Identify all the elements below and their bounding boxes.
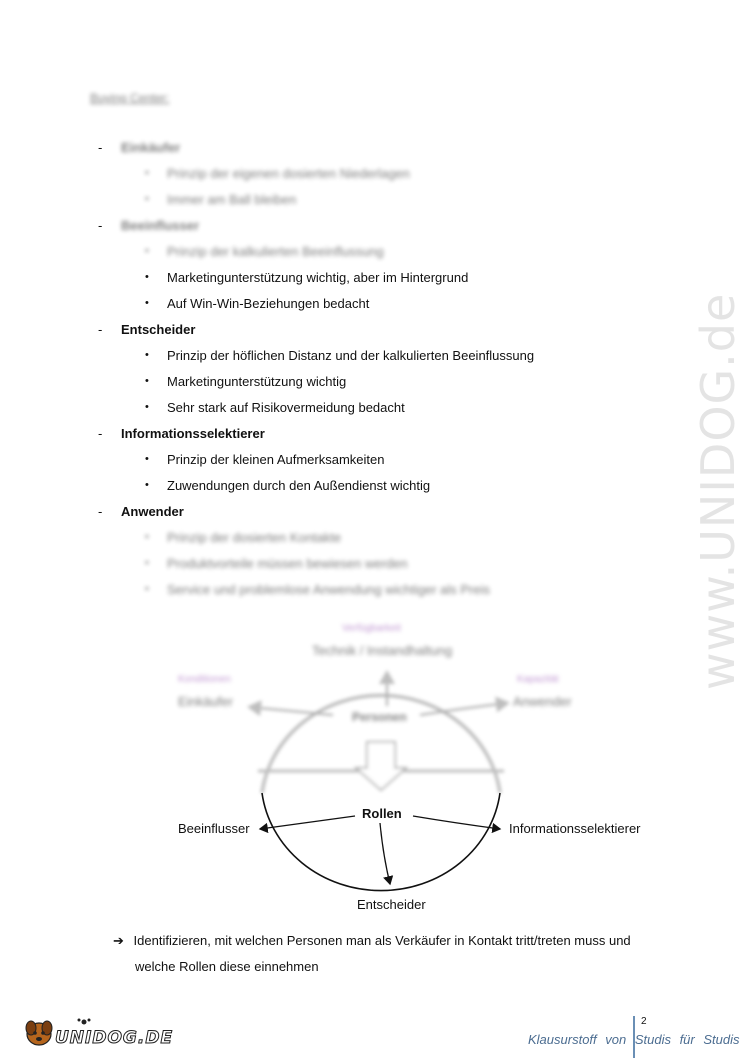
list-item-text: Sehr stark auf Risikovermeidung bedacht [167,400,405,415]
bullet-icon: • [145,401,149,413]
list-item-text: Prinzip der kleinen Aufmerksamkeiten [167,452,385,467]
bullet-icon: • [145,297,149,309]
bullet-icon: • [145,531,149,543]
dash-marker: - [98,322,103,337]
list-item-text: Prinzip der eigenen dosierten Niederlagen [167,166,410,181]
diagram-label-verfuegbarkeit: Verfügbarkeit [342,623,401,634]
category-title: Entscheider [121,322,196,337]
diagram-label-kapazitaet: Kapazität [517,674,559,685]
list-item-text: Prinzip der höflichen Distanz und der kalkulierten Beeinflussung [167,348,535,363]
arrow-to-entscheider [380,823,390,884]
dash-marker: - [98,426,103,441]
diagram-label-konditionen: Konditionen [178,674,231,685]
list-item-text: Immer am Ball bleiben [167,192,297,207]
category-title: Anwender [121,504,184,519]
bullet-icon: • [145,193,149,205]
right-arrow-icon: ➔ [113,933,124,948]
bullet-icon: • [145,375,149,387]
logo-text: UNIDOG.DE [55,1028,174,1048]
list-item-text: Marketingunterstützung wichtig, aber im Hintergrund [167,270,469,285]
diagram-label-entscheider: Entscheider [357,897,426,912]
category-title: Beeinflusser [121,218,200,233]
bullet-icon: • [145,245,149,257]
category-title: Informationsselektierer [121,426,265,441]
list-item-text: Prinzip der dosierten Kontakte [167,530,342,545]
diagram-label-anwender: Anwender [513,694,572,709]
bullet-icon: • [145,479,149,491]
footer-tagline: Klausurstoff von Studis für Studis [528,1032,740,1047]
diagram-label-einkaeufer: Einkäufer [178,694,233,709]
bullet-icon: • [145,583,149,595]
conclusion-line-1 [113,933,631,949]
blurred-upper-diagram [249,672,508,793]
dash-marker: - [98,504,103,519]
list-item-text: Zuwendungen durch den Außendienst wichtig [167,478,431,493]
diagram-label-informationsselektierer: Informationsselektierer [509,821,641,836]
conclusion-text-1: Identifizieren, mit welchen Personen man als Verkäufer in Kontakt tritt/treten muss und [133,933,631,948]
arrow-to-beeinflusser [260,816,355,829]
list-item-text: Marketingunterstützung wichtig [167,374,347,389]
conclusion-text-2: welche Rollen diese einnehmen [135,959,319,974]
dash-marker: - [98,140,103,155]
bullet-icon: • [145,453,149,465]
diagram-label-beeinflusser: Beeinflusser [178,821,250,836]
watermark: www.UNIDOG.de [691,292,745,690]
dash-marker: - [98,218,103,233]
arrow-to-informationsselektierer [413,816,500,829]
list-item-text: Service und problemlose Anwendung wichtiger als Preis [167,582,491,597]
diagram-label-personen: Personen [352,710,407,724]
bullet-icon: • [145,557,149,569]
diagram-label-rollen: Rollen [362,806,402,821]
section-heading: Buying Center: [90,91,170,105]
bullet-icon: • [145,167,149,179]
list-item-text: Auf Win-Win-Beziehungen bedacht [167,296,370,311]
list-item-text: Produktvorteile müssen bewiesen werden [167,556,408,571]
page-number: 2 [641,1016,647,1027]
diagram-label-technik: Technik / Instandhaltung [312,643,453,658]
list-item-text: Prinzip der kalkulierten Beeinflussung [167,244,384,259]
category-title: Einkäufer [121,140,181,155]
bullet-icon: • [145,349,149,361]
paw-icon [82,1020,87,1025]
bullet-icon: • [145,271,149,283]
